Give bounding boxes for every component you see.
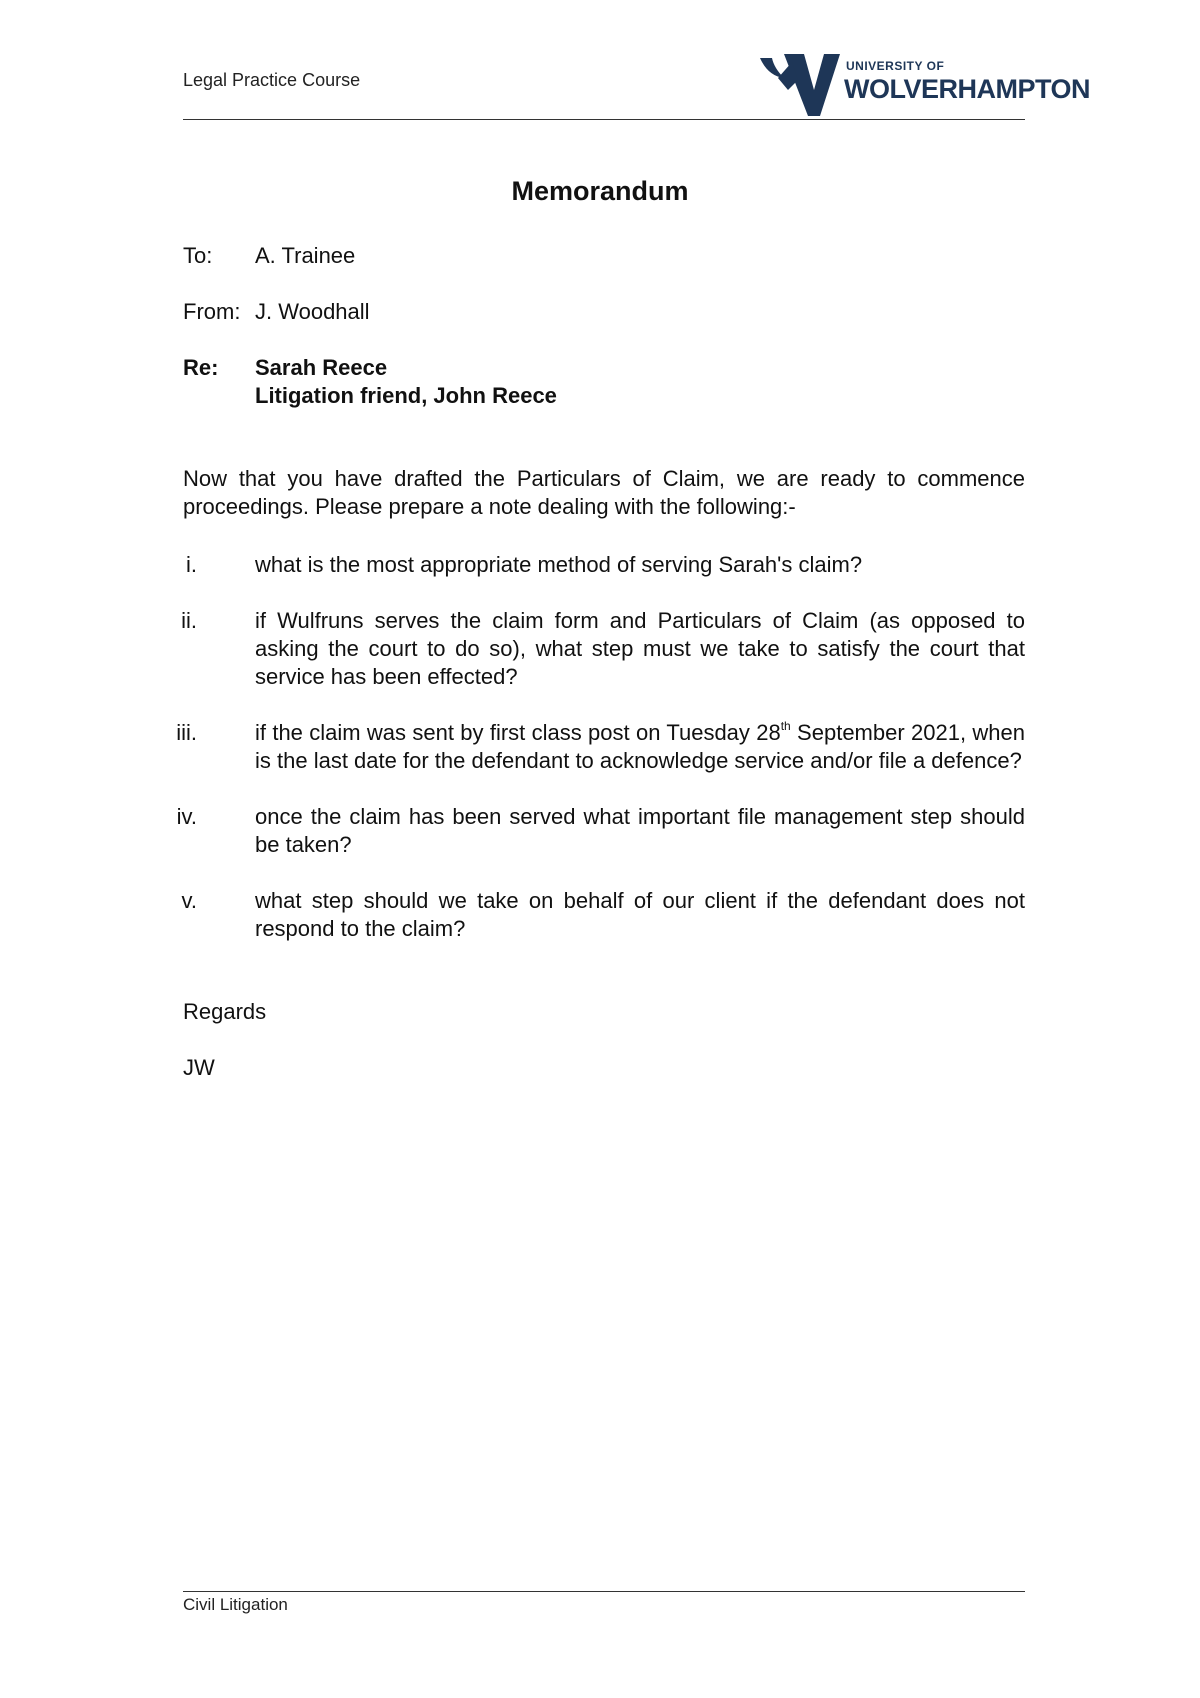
university-logo xyxy=(758,50,1090,120)
to-label: To: xyxy=(183,243,213,268)
list-item xyxy=(183,551,1025,579)
re-litigation-friend: Litigation friend, John Reece xyxy=(255,383,557,408)
header-course-title: Legal Practice Course xyxy=(183,70,361,90)
footer-divider xyxy=(183,1591,1025,1592)
list-item xyxy=(183,887,1025,943)
to-value: A. Trainee xyxy=(255,243,356,268)
list-item-number: i. xyxy=(186,552,197,577)
memo-intro-paragraph: Now that you have drafted the Particulars of Claim, we are ready to commence proceedings. Please prepare a note dealing with the following:- xyxy=(183,466,1025,519)
logo-mark-icon xyxy=(758,50,842,120)
list-item-number: v. xyxy=(181,888,197,913)
footer-module-title: Civil Litigation xyxy=(183,1595,288,1614)
ordinal-suffix: th xyxy=(780,719,791,733)
list-item-text-end: September 2021, when is the last date for the defendant to acknowledge service and/or file a defence? xyxy=(255,720,1025,773)
list-item-text: if Wulfruns serves the claim form and Particulars of Claim (as opposed to asking the court to do so), what step must we take to satisfy the court that service has been effected? xyxy=(255,608,1025,689)
re-label: Re: xyxy=(183,355,219,380)
list-item xyxy=(176,803,1025,859)
list-item xyxy=(183,607,1025,691)
logo-university-of: UNIVERSITY OF xyxy=(846,59,945,73)
logo-wolverhampton: WOLVERHAMPTON xyxy=(844,74,1090,104)
list-item-text: what is the most appropriate method of serving Sarah's claim? xyxy=(255,552,863,577)
list-item-number: iii. xyxy=(176,720,197,745)
list-item-number: iv. xyxy=(176,804,197,829)
from-label: From: xyxy=(183,299,241,324)
header-divider xyxy=(183,119,1025,120)
list-item-text xyxy=(255,719,1025,775)
memo-title: Memorandum xyxy=(511,176,689,206)
memo-question-list xyxy=(176,551,1025,971)
re-client-name: Sarah Reece xyxy=(255,355,388,380)
list-item-number: ii. xyxy=(181,608,197,633)
from-value: J. Woodhall xyxy=(255,299,370,324)
memo-closing: Regards xyxy=(183,999,267,1024)
list-item xyxy=(176,719,1025,775)
list-item-text: what step should we take on behalf of our client if the defendant does not respond to the claim? xyxy=(255,888,1025,941)
list-item-text-start: if the claim was sent by first class post on Tuesday 28 xyxy=(255,720,781,745)
memo-signature-initials: JW xyxy=(183,1055,215,1080)
list-item-text: once the claim has been served what important file management step should be taken? xyxy=(255,804,1025,857)
